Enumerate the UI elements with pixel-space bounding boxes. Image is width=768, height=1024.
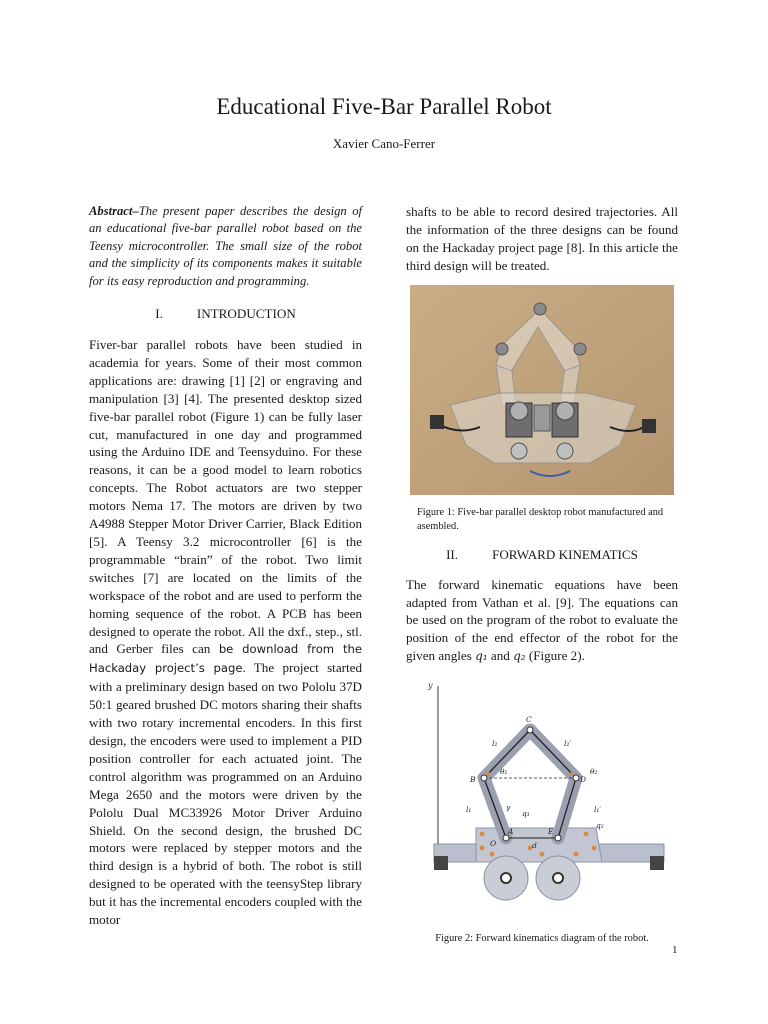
abstract	[89, 203, 362, 290]
abstract-label: Abstract–	[89, 204, 139, 218]
joint-b	[481, 775, 487, 781]
label-l2: l₂	[492, 739, 498, 749]
joint-c	[527, 727, 533, 733]
section-heading-introduction: I. INTRODUCTION	[155, 306, 296, 322]
forward-kinematics-paragraph: The forward kinematic equations have been adapted from Vathan et al. [9]. The equations can be used on the program of the robot to evaluate the position of the end effector of the robot for the given angles q₁ and q₂ (Figure 2).	[406, 576, 678, 664]
design-paragraph: shafts to be able to record desired trajectories. All the information of the three designs can be found on the Hackaday project page [8]. In this article the third design will be treated.	[406, 204, 678, 273]
label-l2-prime: l₂′	[564, 739, 572, 749]
label-q1: q₁	[522, 809, 530, 819]
label-e: E	[548, 827, 554, 837]
label-l1: l₁	[466, 805, 472, 815]
author-name: Xavier Cano-Ferrer	[332, 136, 436, 151]
label-a: A	[508, 827, 514, 837]
label-c: C	[526, 715, 532, 725]
label-theta1: θ₁	[500, 767, 508, 777]
kinematics-diagram	[426, 678, 672, 922]
figure2-caption: Figure 2: Forward kinematics diagram of the robot.	[435, 933, 649, 945]
label-d: D	[580, 775, 587, 785]
label-q2: q₂	[596, 821, 604, 831]
abstract-text: The present paper describes the design of an educational five-bar parallel robot based on the Teensy microcontroller. The small size of the robot and the simplicity of its components makes it suitable for its easy reproduction and programming.	[89, 204, 362, 288]
left-column	[89, 203, 362, 929]
label-d: d	[532, 841, 537, 851]
label-gamma: γ	[506, 803, 511, 813]
introduction-paragraph: Fiver-bar parallel robots have been studied in academia for years. Some of their most common applications are: drawing [1] [2] or engraving and manipulation [3] [4]. The presented desktop sized five-bar parallel robot (Figure 1) can be fully laser cut, manufactured in one day and programmed using the Arduino IDE and Teensyduino. For these reasons, it can be a good model to learn robotics concepts. The Robot actuators are two stepper motors Nema 17. The motors are driven by two A4988 Stepper Motor Driver Carrier, Black Edition [5]. A Teensy 3.2 microcontroller [6] is the programmable “brain” of the robot. Two limit switches [7] are located on the limits of the workspace of the robot and are used to perform the homing sequence of the robot. A PCB has been designed to operate the robot. All the dxf., step., stl. and Gerber files can be download from the Hackaday project’s page. The project started with a preliminary design based on two Pololu 37D 50:1 geared brushed DC motors sharing their shafts with two rotary incremental encoders. In this first design, the encoders were used to implement a PID position controller for each actuated joint. The control algorithm was programmed on an Arduino Mega 2650 and the motors were driven by the Pololu Dual MC33926 Motor Driver Arduino Shield. On the second design, the brushed DC motors were replaced by stepper motors and the third design is a hybrid of both. The robot is still designed to be operated with the teensyStep library but it has the incremental encoders coupled with the motor	[89, 337, 362, 928]
page-number: 1	[672, 944, 678, 956]
right-column	[406, 203, 678, 944]
section-heading-forward-kinematics: II. FORWARD KINEMATICS	[446, 546, 638, 562]
y-axis-label: y	[428, 681, 433, 691]
robot-photo	[410, 285, 674, 495]
joint-d	[573, 775, 579, 781]
switch-right	[650, 856, 664, 870]
switch-left	[434, 856, 448, 870]
label-o: O	[490, 839, 497, 849]
label-theta2: θ₂	[590, 767, 598, 777]
label-b: B	[470, 775, 476, 785]
label-l1-prime: l₁′	[594, 805, 602, 815]
paper-title: Educational Five-Bar Parallel Robot	[216, 94, 552, 119]
figure1-caption: Figure 1: Five-bar parallel desktop robot manufactured and asembled.	[417, 506, 664, 532]
hackaday-link[interactable]: be download from the Hackaday project’s page	[89, 642, 362, 676]
joint-e	[555, 835, 561, 841]
